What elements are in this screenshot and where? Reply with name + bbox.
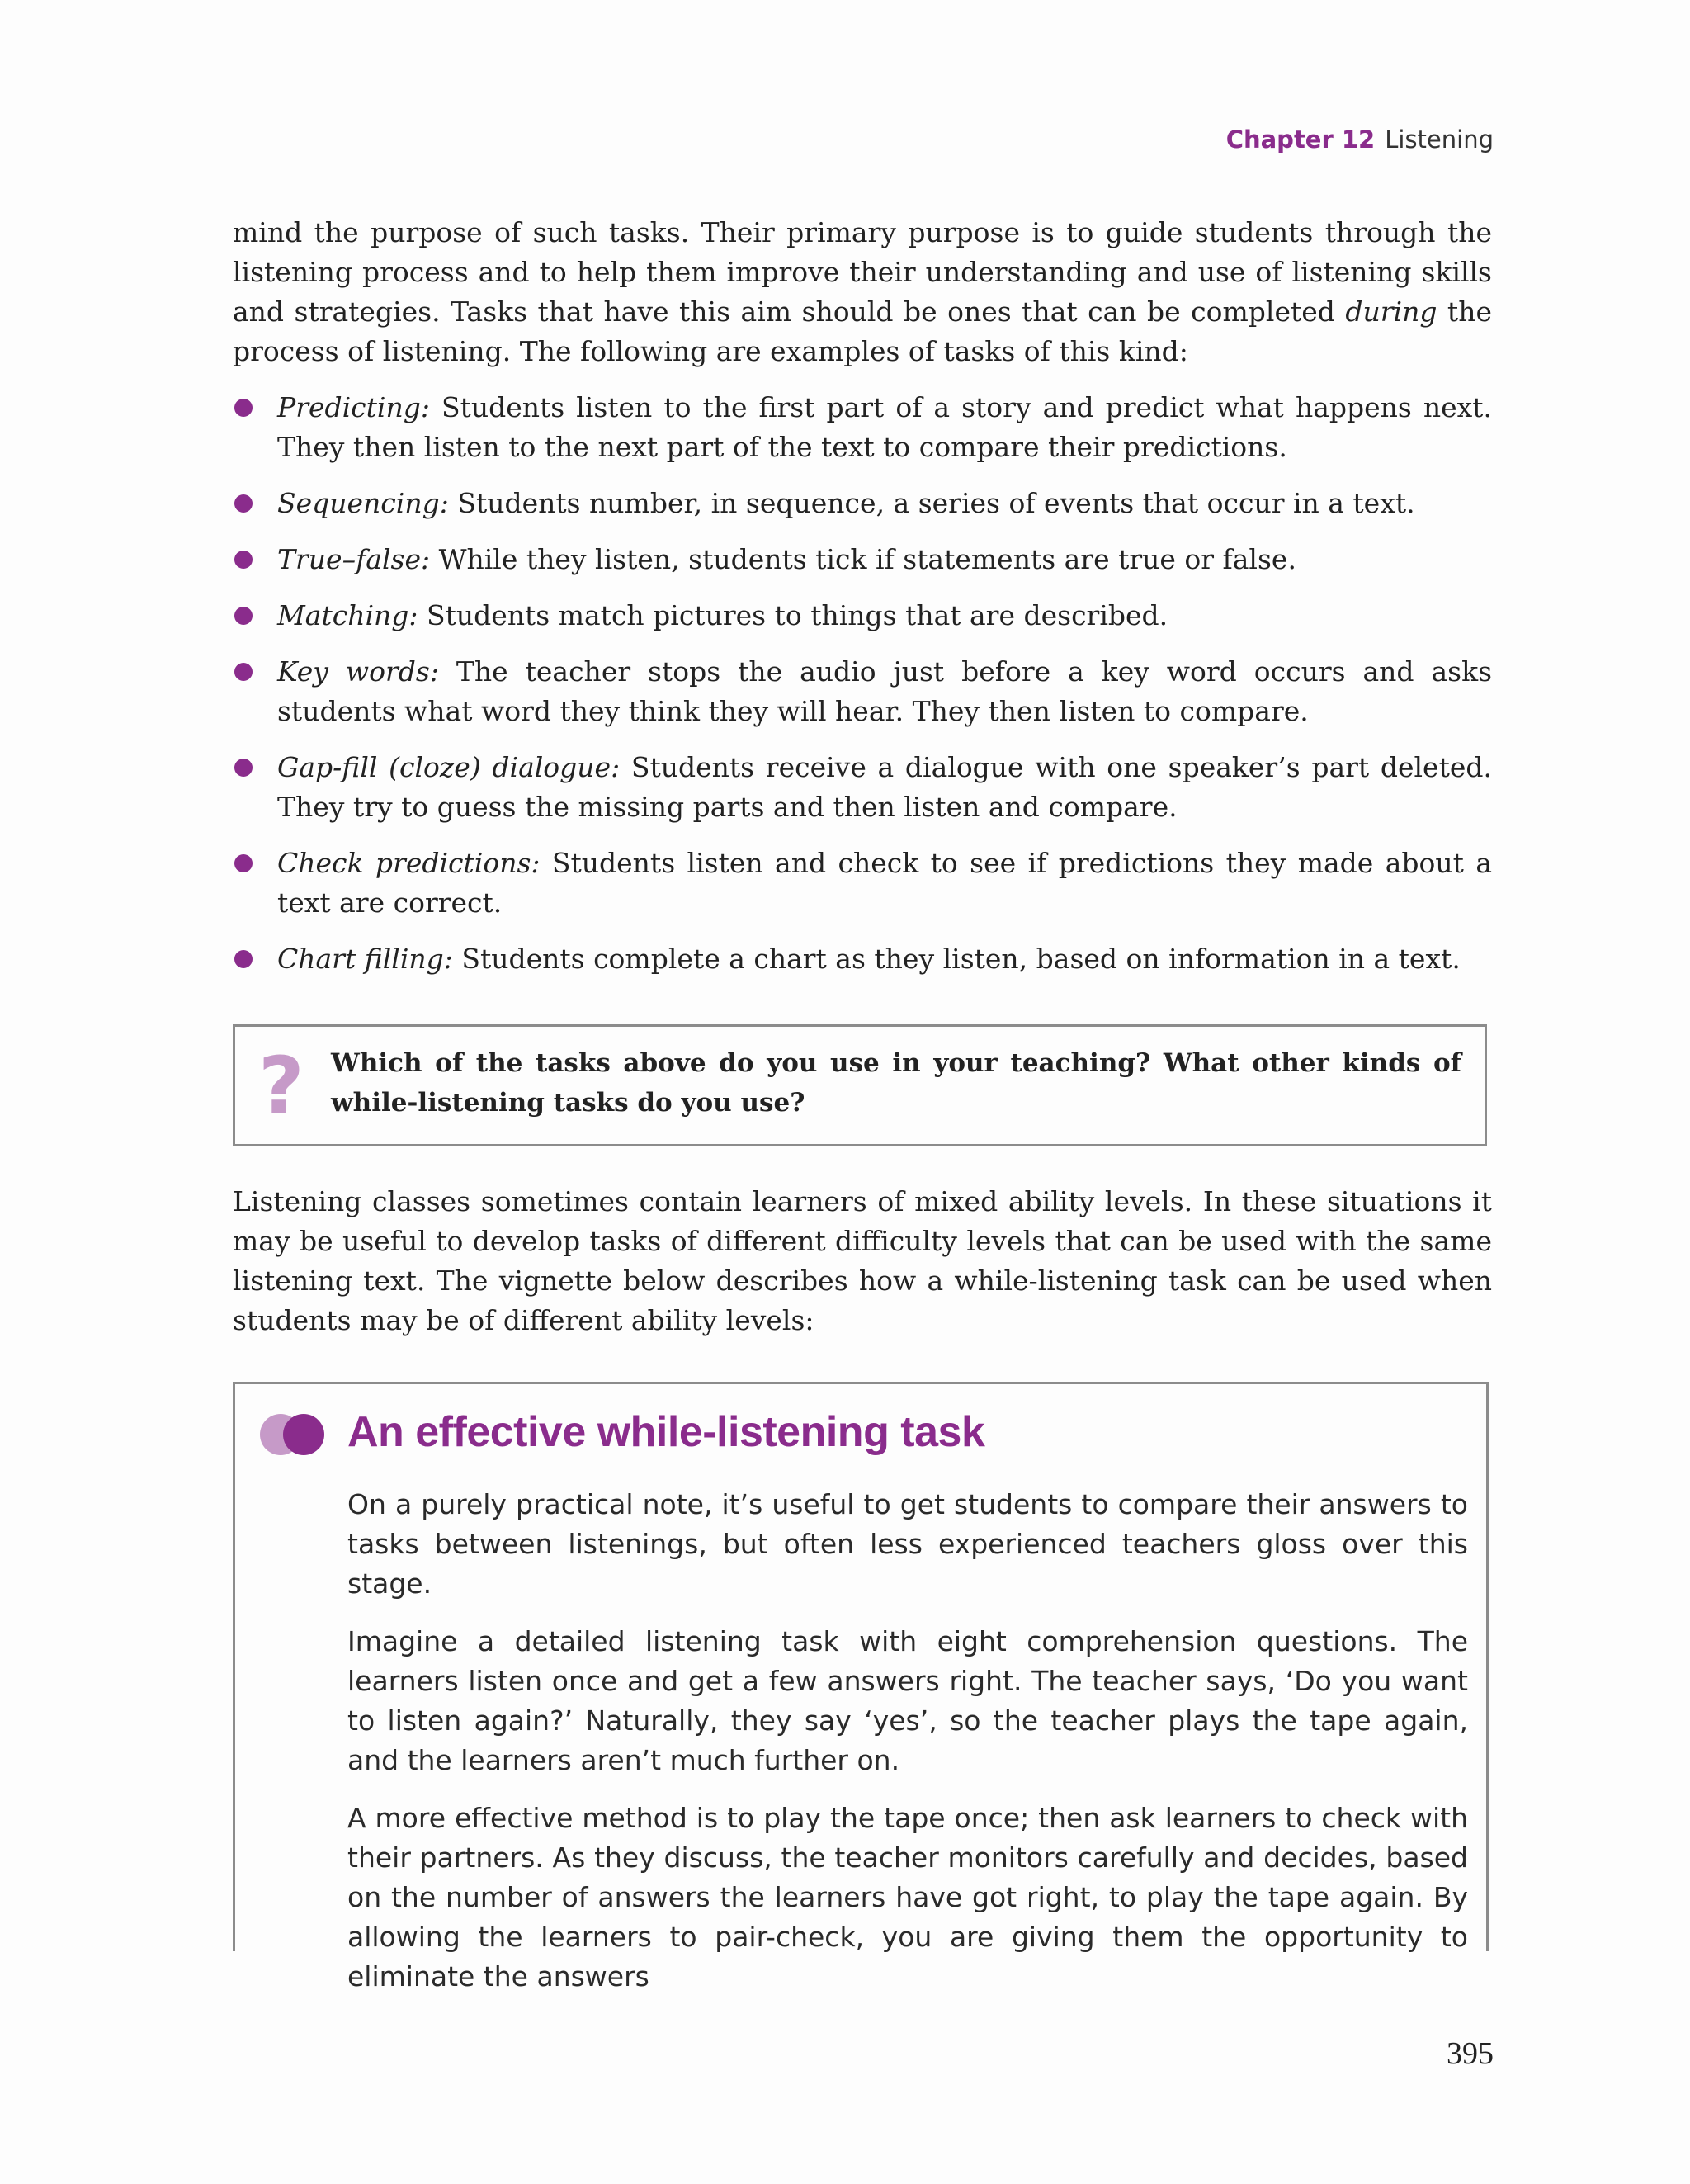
list-item [233, 748, 1492, 827]
bullet-icon [234, 494, 253, 513]
bullet-icon [234, 399, 253, 417]
bullet-icon [234, 854, 253, 872]
vignette-paragraph: Imagine a detailed listening task with eight comprehension questions. The learners listen once and get a few answers right. The teacher says, ‘Do you want to listen again?’ Naturally, they say ‘yes’, so the teacher plays the tape again, and the learners aren’t much further on. [347, 1625, 1468, 1776]
mixed-ability-text: Listening classes sometimes contain learners of mixed ability levels. In these situations it may be useful to develop tasks of different difficulty levels that can be used with the same listening text. The vignette below describes how a while-listening task can be used when students may be of different ability levels: [233, 1185, 1492, 1336]
list-item [233, 388, 1492, 467]
task-term: Check predictions: [277, 847, 541, 879]
list-item [233, 596, 1492, 636]
intro-emphasis: during [1345, 295, 1437, 328]
task-term: Chart filling: [277, 943, 453, 975]
task-description: Students listen and check to see if predictions they made about a text are correct. [277, 847, 1492, 919]
list-item [233, 484, 1492, 523]
task-term: Predicting: [277, 391, 430, 423]
vignette-box [233, 1382, 1489, 1993]
intro-text-start: mind the purpose of such tasks. Their primary purpose is to guide students through the listening process and to help them improve their understanding and use of listening skills and strategies. Tasks that have this aim should be ones that can be completed [233, 216, 1492, 328]
task-description: Students receive a dialogue with one speaker’s part deleted. They try to guess the missing parts and then listen and compare. [277, 751, 1492, 823]
task-term: Gap-fill (cloze) dialogue: [277, 751, 621, 783]
intro-paragraph [233, 213, 1492, 371]
section-label: Listening [1385, 125, 1494, 154]
list-item [233, 540, 1492, 579]
mixed-ability-paragraph [233, 1182, 1492, 1340]
vignette-circles-icon [260, 1411, 328, 1457]
vignette-title: An effective while-listening task [347, 1408, 985, 1456]
task-term: Sequencing: [277, 487, 449, 519]
bullet-icon [234, 551, 253, 569]
vignette-paragraph: On a purely practical note, it’s useful to get students to compare their answers to tasks between listenings, but often less experienced teachers gloss over this stage. [347, 1488, 1468, 1600]
list-item [233, 652, 1492, 731]
running-head [1226, 125, 1494, 154]
question-mark-icon: ? [258, 1040, 304, 1132]
intro-text-end: the process of listening. The following are examples of tasks of this kind: [233, 295, 1492, 367]
reflection-question-box [233, 1024, 1487, 1146]
task-description: While they listen, students tick if statements are true or false. [430, 543, 1296, 575]
task-term: True–false: [277, 543, 431, 575]
page-number: 395 [1447, 2036, 1494, 2071]
bullet-icon [234, 663, 253, 681]
bullet-icon [234, 759, 253, 777]
task-description: Students match pictures to things that are described. [418, 599, 1168, 631]
task-description: Students complete a chart as they listen, based on information in a text. [452, 943, 1461, 975]
task-list [233, 388, 1492, 995]
task-description: The teacher stops the audio just before a key word occurs and asks students what word they think they will hear. They then listen to compare. [277, 655, 1493, 727]
vignette-paragraph: A more effective method is to play the tape once; then ask learners to check with their partners. As they discuss, the teacher monitors carefully and decides, based on the number of answers the learners have got right, to play the tape again. By allowing the learners to pair-check, you are giving them the opportunity to eliminate the answers [347, 1802, 1468, 1993]
dark-circle-shape [283, 1414, 324, 1455]
vignette-body [347, 1485, 1468, 2015]
task-description: Students number, in sequence, a series of events that occur in a text. [448, 487, 1415, 519]
list-item [233, 844, 1492, 923]
chapter-label: Chapter 12 [1225, 125, 1376, 154]
task-term: Key words: [277, 655, 439, 688]
list-item [233, 939, 1492, 979]
task-description: Students listen to the first part of a story and predict what happens next. They then listen to the next part of the text to compare their predictions. [277, 391, 1492, 463]
bullet-icon [234, 607, 253, 625]
bullet-icon [234, 950, 253, 968]
task-term: Matching: [277, 599, 418, 631]
reflection-question-text: Which of the tasks above do you use in your teaching? What other kinds of while-listening tasks do you use? [331, 1048, 1461, 1118]
